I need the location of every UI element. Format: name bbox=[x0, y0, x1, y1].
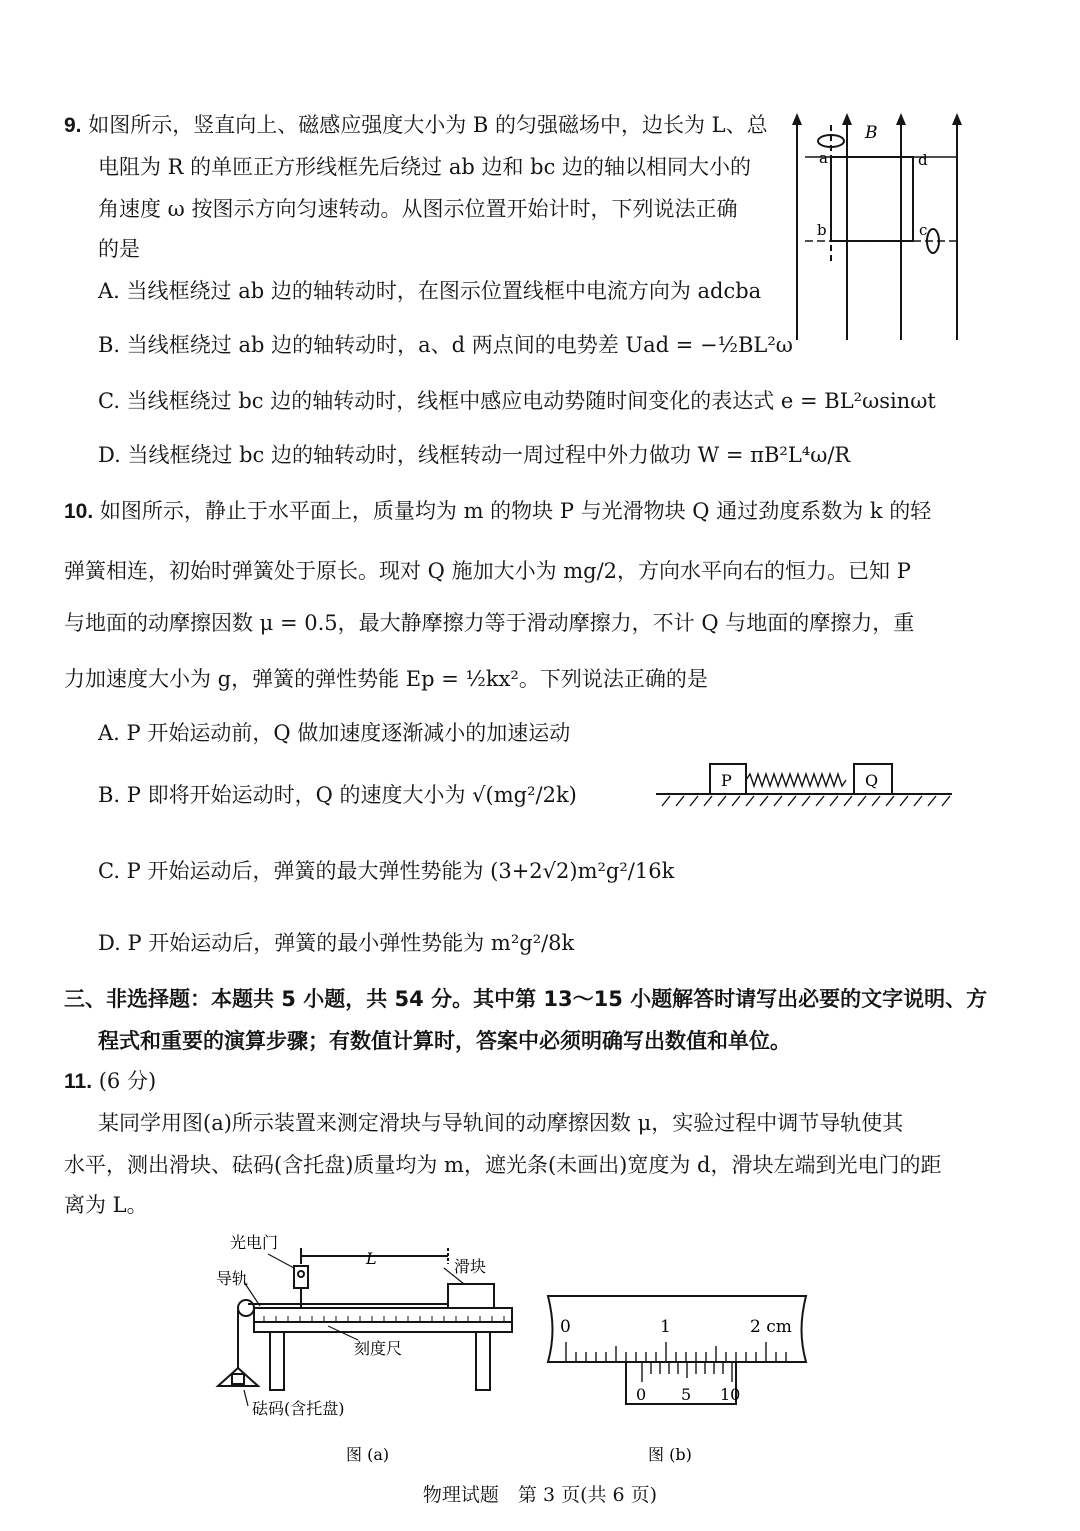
q9-stem-line-4: 的是 bbox=[98, 237, 140, 261]
page-footer: 物理试题 第 3 页(共 6 页) bbox=[422, 1484, 658, 1506]
q10-stem-line-2: 弹簧相连，初始时弹簧处于原长。现对 Q 施加大小为 mg/2，方向水平向右的恒力。已知 P bbox=[64, 559, 911, 583]
q11-stem-line-2: 水平，测出滑块、砝码(含托盘)质量均为 m，遮光条(未画出)宽度为 d，滑块左端到光电门的距 bbox=[64, 1153, 942, 1177]
q10-block-p-label: P bbox=[721, 771, 732, 790]
q11-label-weights: 砝码(含托盘) bbox=[252, 1399, 345, 1418]
section3-heading-line-2: 程式和重要的演算步骤；有数值计算时，答案中必须明确写出数值和单位。 bbox=[98, 1029, 791, 1053]
q11-figure-b-vernier bbox=[530, 1290, 820, 1468]
q11-label-length: L bbox=[366, 1249, 377, 1268]
q10-option-b: B. P 即将开始运动时，Q 的速度大小为 √(mg²/2k) bbox=[98, 783, 577, 807]
q9-number: 9. bbox=[64, 114, 82, 137]
vernier-sub-0: 0 bbox=[636, 1385, 647, 1404]
q10-stem-line-3: 与地面的动摩擦因数 μ = 0.5，最大静摩擦力等于滑动摩擦力，不计 Q 与地面的摩擦力，重 bbox=[64, 611, 915, 635]
vernier-main-1: 1 bbox=[660, 1317, 671, 1337]
q9-corner-c: c bbox=[919, 221, 928, 239]
q11-label-slider: 滑块 bbox=[454, 1257, 487, 1276]
q11-header bbox=[64, 1066, 156, 1097]
q9-option-b: B. 当线框绕过 ab 边的轴转动时，a、d 两点间的电势差 Uad = −½BL²ω bbox=[98, 333, 793, 357]
q9-corner-d: d bbox=[918, 151, 928, 169]
q9-option-c: C. 当线框绕过 bc 边的轴转动时，线框中感应电动势随时间变化的表达式 e = BL²ωsinωt bbox=[98, 389, 936, 413]
q9-option-d: D. 当线框绕过 bc 边的轴转动时，线框转动一周过程中外力做功 W = πB²L⁴ω/R bbox=[98, 443, 851, 467]
q9-field-label: B bbox=[865, 123, 878, 143]
q11-figure-a-caption: 图 (a) bbox=[346, 1445, 390, 1464]
q10-stem-line-1: 10. 如图所示，静止于水平面上，质量均为 m 的物块 P 与光滑物块 Q 通过劲度系数为 k 的轻 bbox=[64, 499, 932, 523]
q11-figure-a-apparatus bbox=[208, 1228, 538, 1468]
vernier-main-0: 0 bbox=[560, 1317, 571, 1337]
q10-block-q-label: Q bbox=[865, 771, 879, 790]
q9-corner-a: a bbox=[819, 149, 828, 167]
section3-heading-line-1: 三、非选择题：本题共 5 小题，共 54 分。其中第 13～15 小题解答时请写出必要的文字说明、方 bbox=[64, 987, 988, 1011]
q11-stem-line-3: 离为 L。 bbox=[64, 1193, 148, 1217]
q10-number: 10. bbox=[64, 500, 94, 523]
q9-corner-b: b bbox=[817, 221, 827, 239]
q10-stem-line-4: 力加速度大小为 g，弹簧的弹性势能 Ep = ½kx²。下列说法正确的是 bbox=[64, 667, 708, 691]
q10-option-d: D. P 开始运动后，弹簧的最小弹性势能为 m²g²/8k bbox=[98, 931, 575, 955]
q9-stem-line-1: 9. 如图所示，竖直向上、磁感应强度大小为 B 的匀强磁场中，边长为 L、总 bbox=[64, 113, 768, 137]
q11-stem-line-1: 某同学用图(a)所示装置来测定滑块与导轨间的动摩擦因数 μ，实验过程中调节导轨使其 bbox=[98, 1111, 904, 1135]
vernier-main-2: 2 cm bbox=[750, 1317, 792, 1337]
q11-label-rail: 导轨 bbox=[216, 1269, 249, 1288]
q10-spring-blocks-figure bbox=[652, 756, 958, 812]
q10-option-c: C. P 开始运动后，弹簧的最大弹性势能为 (3+2√2)m²g²/16k bbox=[98, 859, 675, 883]
vernier-sub-5: 5 bbox=[681, 1385, 692, 1404]
q9-option-a: A. 当线框绕过 ab 边的轴转动时，在图示位置线框中电流方向为 adcba bbox=[98, 279, 762, 303]
q10-option-a: A. P 开始运动前，Q 做加速度逐渐减小的加速运动 bbox=[98, 721, 571, 745]
q11-score: (6 分) bbox=[98, 1069, 157, 1093]
q11-figure-b-caption: 图 (b) bbox=[648, 1445, 692, 1464]
q11-label-ruler: 刻度尺 bbox=[354, 1339, 403, 1358]
q11-label-photogate: 光电门 bbox=[230, 1233, 279, 1252]
q9-stem-line-2: 电阻为 R 的单匝正方形线框先后绕过 ab 边和 bc 边的轴以相同大小的 bbox=[98, 155, 752, 179]
vernier-sub-10: 10 bbox=[720, 1385, 741, 1404]
q11-number: 11. bbox=[64, 1070, 93, 1093]
q9-field-frame-figure bbox=[785, 105, 985, 345]
q9-stem-line-3: 角速度 ω 按图示方向匀速转动。从图示位置开始计时，下列说法正确 bbox=[98, 197, 738, 221]
